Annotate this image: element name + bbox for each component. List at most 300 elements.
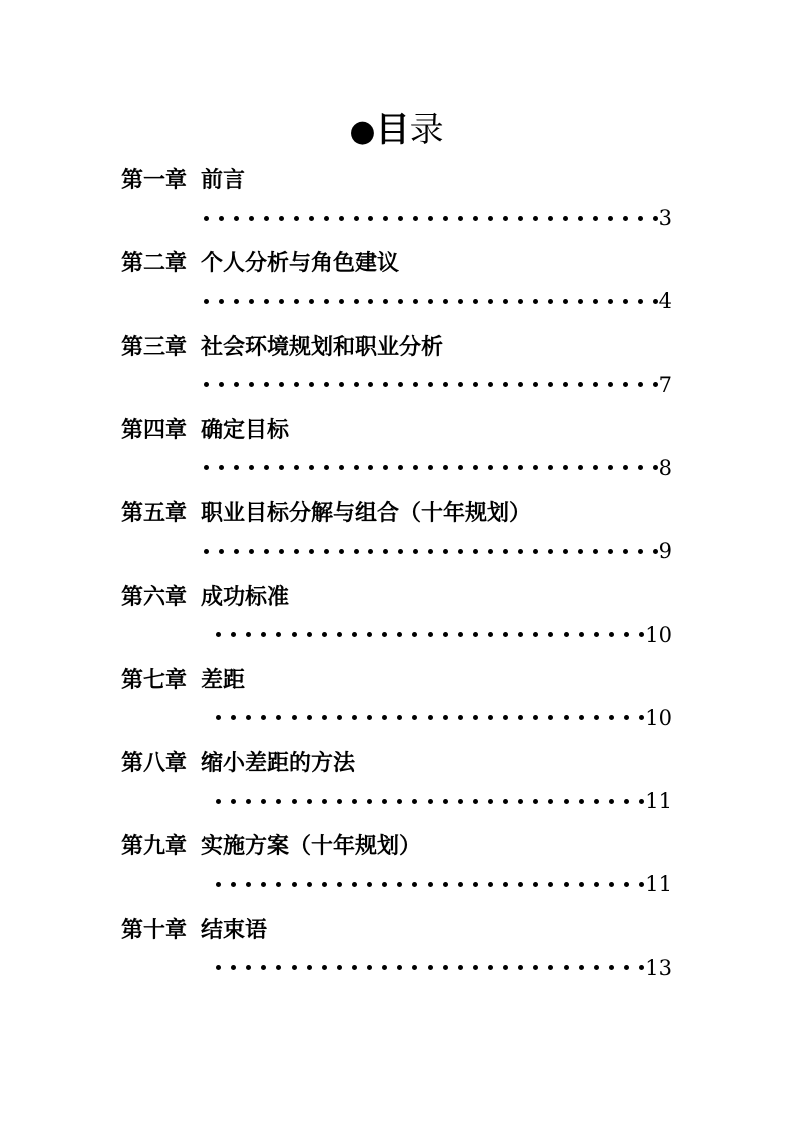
toc-entry-5[interactable] [0, 498, 793, 578]
leader-dot [653, 465, 658, 470]
leader-dot [518, 299, 523, 304]
page-number: 11 [645, 789, 672, 814]
toc-title-part2: 录 [409, 110, 444, 150]
leader-dot [368, 216, 373, 221]
leader-dot [473, 549, 478, 554]
leader-dot [204, 549, 209, 554]
leader-dot [578, 549, 583, 554]
leader-dot [337, 965, 342, 970]
leader-dot [216, 799, 221, 804]
dot-leader [216, 703, 644, 733]
leader-dot [653, 382, 658, 387]
leader-dot [639, 799, 644, 804]
leader-dot [249, 465, 254, 470]
chapter-title: 实施方案（十年规划） [201, 833, 422, 860]
leader-dot [563, 465, 568, 470]
leader-dot [276, 882, 281, 887]
leader-dot [458, 799, 463, 804]
chapter-title: 前言 [201, 167, 246, 193]
leader-dot [563, 382, 568, 387]
leader-dot [246, 799, 251, 804]
leader-dot [368, 465, 373, 470]
leader-dot [383, 299, 388, 304]
leader-dot [458, 632, 463, 637]
leader-dot [279, 216, 284, 221]
leader-dot [563, 216, 568, 221]
leader-dot [638, 549, 643, 554]
leader-dot [276, 632, 281, 637]
leader-dot [292, 799, 297, 804]
page-number: 10 [645, 622, 672, 647]
page-number: 10 [645, 705, 672, 730]
leader-dot [608, 216, 613, 221]
leader-dot [443, 216, 448, 221]
leader-dot [473, 965, 478, 970]
leader-dot [593, 549, 598, 554]
leader-dot [337, 882, 342, 887]
chapter-title: 职业目标分解与组合（十年规划） [201, 500, 532, 527]
leader-dot [488, 965, 493, 970]
chapter-number: 第三章 [121, 333, 188, 360]
leader-dot [533, 299, 538, 304]
leader-dot [533, 799, 538, 804]
chapter-heading [121, 831, 421, 861]
leader-dot [234, 216, 239, 221]
leader-dot [518, 382, 523, 387]
leader-dot [231, 632, 236, 637]
leader-dot [397, 799, 402, 804]
leader-dot [653, 216, 658, 221]
leader-dot [518, 715, 523, 720]
leader-dot [473, 799, 478, 804]
leader-dot [204, 465, 209, 470]
leader-dot [518, 549, 523, 554]
leader-dot [413, 465, 418, 470]
leader-dot [428, 965, 433, 970]
leader-dot [533, 965, 538, 970]
leader-dot [382, 882, 387, 887]
chapter-title: 社会环境规划和职业分析 [201, 333, 444, 360]
leader-dot [533, 216, 538, 221]
leader-dot [473, 465, 478, 470]
leader-dot [594, 715, 599, 720]
leader-dot [428, 549, 433, 554]
chapter-title: 差距 [201, 666, 246, 693]
dot-leader [204, 453, 658, 483]
leader-dot [413, 216, 418, 221]
leader-dot [264, 382, 269, 387]
leader-dot [473, 216, 478, 221]
leader-dot [578, 382, 583, 387]
leader-dot [367, 882, 372, 887]
chapter-number: 第二章 [121, 250, 188, 277]
leader-dot [593, 299, 598, 304]
leader-dot [339, 465, 344, 470]
leader-dot [352, 882, 357, 887]
leader-dot [264, 216, 269, 221]
leader-dot [398, 549, 403, 554]
leader-dot [579, 715, 584, 720]
leader-dot [428, 382, 433, 387]
leader-dot [322, 965, 327, 970]
leader-dot [219, 382, 224, 387]
dot-leader [216, 620, 644, 650]
leader-dot [503, 632, 508, 637]
leader-dot [608, 299, 613, 304]
leader-dot [488, 549, 493, 554]
leader-dot [354, 465, 359, 470]
toc-entry-2[interactable] [0, 248, 793, 328]
leader-dot [473, 299, 478, 304]
leader-dot [337, 715, 342, 720]
toc-title-part1: 目 [375, 110, 410, 150]
leader-dot [443, 299, 448, 304]
leader-dot [352, 799, 357, 804]
leader-dot [249, 216, 254, 221]
leader-dot [264, 465, 269, 470]
chapter-number: 第六章 [121, 583, 188, 610]
leader-dot [397, 882, 402, 887]
leader-dot [488, 632, 493, 637]
leader-dot [246, 632, 251, 637]
leader-dot [367, 965, 372, 970]
leader-dot [638, 465, 643, 470]
leader-dot [397, 632, 402, 637]
leader-dot [412, 965, 417, 970]
leader-dot [322, 882, 327, 887]
leader-dot [383, 465, 388, 470]
leader-dot [488, 715, 493, 720]
leader-dot [367, 632, 372, 637]
toc-entry-3[interactable] [0, 332, 793, 412]
leader-dot [639, 632, 644, 637]
leader-dot [609, 799, 614, 804]
leader-dot [324, 549, 329, 554]
leader-dot [261, 799, 266, 804]
chapter-title: 缩小差距的方法 [201, 750, 356, 777]
leader-dot [246, 715, 251, 720]
toc-entry-7[interactable] [0, 665, 793, 745]
chapter-number: 第一章 [121, 167, 188, 193]
leader-dot [564, 715, 569, 720]
leader-dot [339, 299, 344, 304]
leader-dot [322, 715, 327, 720]
leader-dot [653, 549, 658, 554]
leader-dot [294, 549, 299, 554]
leader-dot [246, 882, 251, 887]
leader-dot [608, 382, 613, 387]
leader-dot [322, 632, 327, 637]
chapter-heading [121, 582, 289, 612]
leader-dot [503, 799, 508, 804]
leader-dot [294, 299, 299, 304]
leader-dot [307, 632, 312, 637]
leader-dot [246, 965, 251, 970]
leader-dot [563, 549, 568, 554]
leader-dot [548, 799, 553, 804]
leader-dot [382, 965, 387, 970]
leader-dot [367, 715, 372, 720]
dot-leader [216, 953, 644, 983]
leader-dot [473, 715, 478, 720]
leader-dot [623, 299, 628, 304]
leader-dot [533, 882, 538, 887]
leader-dot [609, 715, 614, 720]
chapter-heading [121, 498, 531, 528]
leader-dot [382, 632, 387, 637]
leader-dot [398, 382, 403, 387]
leader-dot [488, 382, 493, 387]
leader-dot [458, 882, 463, 887]
leader-dot [339, 216, 344, 221]
leader-dot [397, 715, 402, 720]
leader-dot [261, 965, 266, 970]
leader-dot [564, 632, 569, 637]
leader-dot [488, 882, 493, 887]
leader-dot [354, 549, 359, 554]
chapter-heading [121, 165, 245, 195]
leader-dot [294, 465, 299, 470]
leader-dot [579, 965, 584, 970]
leader-dot [623, 549, 628, 554]
leader-dot [443, 715, 448, 720]
leader-dot [204, 299, 209, 304]
leader-dot [216, 715, 221, 720]
leader-dot [548, 882, 553, 887]
leader-dot [594, 882, 599, 887]
leader-dot [594, 799, 599, 804]
leader-dot [443, 382, 448, 387]
leader-dot [639, 882, 644, 887]
leader-dot [518, 882, 523, 887]
leader-dot [638, 382, 643, 387]
leader-dot [548, 382, 553, 387]
leader-dot [623, 216, 628, 221]
leader-dot [443, 632, 448, 637]
leader-dot [609, 882, 614, 887]
leader-dot [503, 216, 508, 221]
leader-dot [458, 715, 463, 720]
leader-dot [413, 382, 418, 387]
leader-dot [354, 216, 359, 221]
leader-dot [503, 382, 508, 387]
chapter-heading [121, 915, 267, 945]
leader-dot [307, 882, 312, 887]
leader-dot [503, 882, 508, 887]
leader-dot [579, 632, 584, 637]
leader-dot [352, 965, 357, 970]
leader-dot [428, 715, 433, 720]
leader-dot [639, 715, 644, 720]
leader-dot [324, 465, 329, 470]
bullet-icon: ● [349, 114, 376, 149]
leader-dot [309, 299, 314, 304]
leader-dot [533, 549, 538, 554]
leader-dot [608, 549, 613, 554]
leader-dot [578, 216, 583, 221]
leader-dot [368, 382, 373, 387]
leader-dot [488, 216, 493, 221]
leader-dot [443, 549, 448, 554]
leader-dot [428, 882, 433, 887]
leader-dot [294, 382, 299, 387]
leader-dot [324, 299, 329, 304]
leader-dot [413, 299, 418, 304]
leader-dot [354, 382, 359, 387]
toc-entry-6[interactable] [0, 582, 793, 662]
leader-dot [292, 965, 297, 970]
leader-dot [624, 632, 629, 637]
leader-dot [488, 299, 493, 304]
leader-dot [219, 299, 224, 304]
leader-dot [473, 632, 478, 637]
leader-dot [383, 382, 388, 387]
leader-dot [216, 882, 221, 887]
leader-dot [412, 882, 417, 887]
leader-dot [594, 965, 599, 970]
page-number: 9 [658, 539, 672, 564]
leader-dot [397, 965, 402, 970]
leader-dot [533, 632, 538, 637]
chapter-heading [121, 748, 355, 778]
leader-dot [309, 382, 314, 387]
leader-dot [294, 216, 299, 221]
dot-leader [216, 786, 644, 816]
leader-dot [518, 465, 523, 470]
leader-dot [624, 799, 629, 804]
leader-dot [609, 632, 614, 637]
page-number: 3 [658, 206, 672, 230]
leader-dot [624, 715, 629, 720]
leader-dot [624, 882, 629, 887]
dot-leader [216, 869, 644, 899]
leader-dot [307, 799, 312, 804]
leader-dot [503, 299, 508, 304]
leader-dot [563, 299, 568, 304]
leader-dot [276, 799, 281, 804]
leader-dot [458, 465, 463, 470]
leader-dot [292, 632, 297, 637]
leader-dot [231, 715, 236, 720]
page-number: 4 [658, 289, 672, 314]
leader-dot [204, 216, 209, 221]
leader-dot [292, 882, 297, 887]
leader-dot [564, 965, 569, 970]
chapter-number: 第九章 [121, 833, 188, 860]
toc-entry-1[interactable] [0, 165, 793, 245]
leader-dot [458, 382, 463, 387]
leader-dot [548, 632, 553, 637]
chapter-number: 第五章 [121, 500, 188, 527]
leader-dot [443, 965, 448, 970]
leader-dot [234, 549, 239, 554]
leader-dot [216, 632, 221, 637]
dot-leader [204, 203, 658, 233]
leader-dot [473, 382, 478, 387]
leader-dot [548, 216, 553, 221]
leader-dot [488, 799, 493, 804]
leader-dot [609, 965, 614, 970]
leader-dot [488, 465, 493, 470]
chapter-heading [121, 415, 289, 445]
leader-dot [219, 549, 224, 554]
leader-dot [593, 382, 598, 387]
toc-entry-9[interactable] [0, 831, 793, 911]
toc-entry-8[interactable] [0, 748, 793, 828]
leader-dot [413, 549, 418, 554]
leader-dot [458, 216, 463, 221]
leader-dot [639, 965, 644, 970]
chapter-number: 第八章 [121, 750, 188, 777]
leader-dot [412, 799, 417, 804]
leader-dot [412, 715, 417, 720]
leader-dot [458, 965, 463, 970]
leader-dot [322, 799, 327, 804]
leader-dot [579, 799, 584, 804]
toc-title [0, 108, 793, 154]
leader-dot [653, 299, 658, 304]
leader-dot [428, 632, 433, 637]
leader-dot [518, 965, 523, 970]
leader-dot [458, 299, 463, 304]
leader-dot [249, 549, 254, 554]
leader-dot [264, 549, 269, 554]
chapter-title: 成功标准 [201, 583, 290, 610]
leader-dot [249, 299, 254, 304]
leader-dot [219, 465, 224, 470]
leader-dot [204, 382, 209, 387]
leader-dot [383, 216, 388, 221]
leader-dot [623, 465, 628, 470]
leader-dot [352, 715, 357, 720]
leader-dot [594, 632, 599, 637]
leader-dot [428, 465, 433, 470]
leader-dot [383, 549, 388, 554]
leader-dot [368, 549, 373, 554]
leader-dot [354, 299, 359, 304]
leader-dot [261, 882, 266, 887]
chapter-number: 第十章 [121, 916, 188, 943]
leader-dot [624, 965, 629, 970]
leader-dot [503, 965, 508, 970]
leader-dot [339, 382, 344, 387]
leader-dot [503, 465, 508, 470]
leader-dot [398, 299, 403, 304]
leader-dot [398, 465, 403, 470]
leader-dot [216, 965, 221, 970]
leader-dot [234, 299, 239, 304]
leader-dot [231, 882, 236, 887]
leader-dot [367, 799, 372, 804]
leader-dot [337, 632, 342, 637]
leader-dot [292, 715, 297, 720]
leader-dot [518, 632, 523, 637]
leader-dot [443, 465, 448, 470]
leader-dot [473, 882, 478, 887]
leader-dot [412, 632, 417, 637]
chapter-title: 确定目标 [201, 416, 290, 443]
toc-entry-10[interactable] [0, 915, 793, 995]
leader-dot [368, 299, 373, 304]
chapter-heading [121, 332, 443, 362]
leader-dot [279, 549, 284, 554]
chapter-title: 结束语 [201, 916, 268, 943]
leader-dot [276, 715, 281, 720]
dot-leader [204, 286, 658, 316]
leader-dot [324, 382, 329, 387]
leader-dot [564, 882, 569, 887]
toc-entry-4[interactable] [0, 415, 793, 495]
